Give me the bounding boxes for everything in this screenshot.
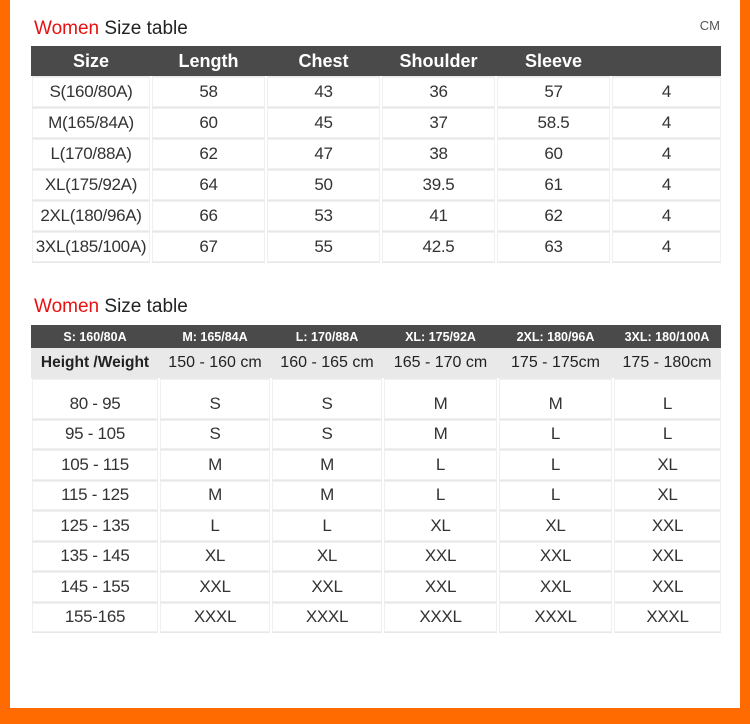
table-row: [31, 602, 721, 633]
table-cell: L(170/88A): [31, 139, 151, 170]
table-cell: 50: [266, 170, 381, 201]
height-range-header: 165 - 170 cm: [383, 348, 498, 379]
table-cell: M: [383, 419, 498, 450]
garment-measurement-table: [30, 46, 721, 263]
size-table-1-heading: [34, 18, 188, 40]
table-cell: M: [271, 450, 383, 481]
table-cell: XXL: [383, 572, 498, 603]
size-band-label: XL: 175/92A: [383, 325, 498, 348]
table-cell: XL: [271, 541, 383, 572]
table-cell: 58.5: [496, 108, 611, 139]
heading-accent: Women: [34, 296, 100, 317]
table-cell: 67: [151, 232, 266, 263]
table-cell: XXXL: [159, 602, 271, 633]
table-cell: 60: [496, 139, 611, 170]
size-table-2-heading: [34, 296, 188, 318]
table-row: [31, 511, 721, 542]
table-cell: 60: [151, 108, 266, 139]
table-cell: 39.5: [381, 170, 496, 201]
table-cell: 80 - 95: [31, 379, 159, 420]
height-range-header: Height /Weight: [31, 348, 159, 379]
table-cell: 63: [496, 232, 611, 263]
table-row: [31, 232, 721, 263]
column-header: Length: [151, 46, 266, 77]
table-cell: XXL: [498, 541, 613, 572]
table-cell: M: [498, 379, 613, 420]
table-cell: 155-165: [31, 602, 159, 633]
table-cell: L: [383, 480, 498, 511]
table-cell: XL: [383, 511, 498, 542]
table-cell: L: [498, 450, 613, 481]
table-cell: L: [159, 511, 271, 542]
size-band-label: S: 160/80A: [31, 325, 159, 348]
heading-rest: Size table: [99, 18, 188, 39]
table-cell: XL(175/92A): [31, 170, 151, 201]
table-cell: XXL: [613, 541, 721, 572]
size-band-label: M: 165/84A: [159, 325, 271, 348]
table-cell: 95 - 105: [31, 419, 159, 450]
table-cell: 4: [611, 170, 721, 201]
table-cell: 64: [151, 170, 266, 201]
table-cell: 58: [151, 77, 266, 108]
column-header: Size: [31, 46, 151, 77]
table-row: [31, 572, 721, 603]
table-cell: M: [271, 480, 383, 511]
heading-rest: Size table: [99, 296, 188, 317]
table-cell: 62: [496, 201, 611, 232]
table-row: [31, 201, 721, 232]
table-cell: XL: [613, 450, 721, 481]
table-cell: M(165/84A): [31, 108, 151, 139]
column-header: Sleeve: [496, 46, 611, 77]
table-cell: 4: [611, 139, 721, 170]
table-row: [31, 480, 721, 511]
table-row: [31, 379, 721, 420]
table-cell: 62: [151, 139, 266, 170]
page-frame: [10, 0, 740, 708]
table-cell: S: [271, 379, 383, 420]
table-cell: 4: [611, 201, 721, 232]
height-range-header: 175 - 180cm: [613, 348, 721, 379]
table-cell: L: [613, 419, 721, 450]
table-cell: 145 - 155: [31, 572, 159, 603]
table-cell: XXXL: [383, 602, 498, 633]
table-cell: 4: [611, 108, 721, 139]
table-cell: 105 - 115: [31, 450, 159, 481]
table-cell: 41: [381, 201, 496, 232]
table-cell: M: [159, 480, 271, 511]
height-range-header: 150 - 160 cm: [159, 348, 271, 379]
size-band-label: 2XL: 180/96A: [498, 325, 613, 348]
table-cell: XL: [613, 480, 721, 511]
table-cell: S: [159, 419, 271, 450]
table-cell: XXL: [613, 511, 721, 542]
table-cell: 36: [381, 77, 496, 108]
table-cell: 37: [381, 108, 496, 139]
table-cell: 55: [266, 232, 381, 263]
table-cell: 61: [496, 170, 611, 201]
table-cell: 38: [381, 139, 496, 170]
table-row: [31, 419, 721, 450]
column-header: [611, 46, 721, 77]
size-band-label: 3XL: 180/100A: [613, 325, 721, 348]
table-cell: M: [383, 379, 498, 420]
table-cell: 4: [611, 77, 721, 108]
table-cell: L: [498, 419, 613, 450]
table-cell: S(160/80A): [31, 77, 151, 108]
table-cell: XXXL: [271, 602, 383, 633]
table-cell: XL: [159, 541, 271, 572]
table-cell: XXXL: [613, 602, 721, 633]
table-cell: 125 - 135: [31, 511, 159, 542]
table-row: [31, 170, 721, 201]
table-cell: XXL: [383, 541, 498, 572]
height-range-header: 160 - 165 cm: [271, 348, 383, 379]
table-cell: 3XL(185/100A): [31, 232, 151, 263]
table-cell: 135 - 145: [31, 541, 159, 572]
table-cell: M: [159, 450, 271, 481]
table-cell: 4: [611, 232, 721, 263]
height-weight-size-table: [30, 325, 721, 633]
table-row: [31, 541, 721, 572]
height-range-header: 175 - 175cm: [498, 348, 613, 379]
column-header: Shoulder: [381, 46, 496, 77]
table-cell: 45: [266, 108, 381, 139]
table-cell: XXL: [613, 572, 721, 603]
table-cell: XXXL: [498, 602, 613, 633]
table-cell: 66: [151, 201, 266, 232]
table-cell: XXL: [159, 572, 271, 603]
table-cell: XL: [498, 511, 613, 542]
table-cell: 57: [496, 77, 611, 108]
table-cell: S: [159, 379, 271, 420]
table-cell: XXL: [498, 572, 613, 603]
table-row: [31, 108, 721, 139]
size-band-label: L: 170/88A: [271, 325, 383, 348]
table-cell: XXL: [271, 572, 383, 603]
table-cell: 53: [266, 201, 381, 232]
unit-label: CM: [699, 18, 720, 33]
table-cell: S: [271, 419, 383, 450]
table-cell: 43: [266, 77, 381, 108]
table-row: [31, 77, 721, 108]
heading-accent: Women: [34, 18, 100, 39]
table-row: [31, 139, 721, 170]
column-header: Chest: [266, 46, 381, 77]
table-cell: L: [613, 379, 721, 420]
table-cell: 47: [266, 139, 381, 170]
table-cell: 2XL(180/96A): [31, 201, 151, 232]
table-cell: 115 - 125: [31, 480, 159, 511]
table-cell: 42.5: [381, 232, 496, 263]
table-cell: L: [271, 511, 383, 542]
table-cell: L: [498, 480, 613, 511]
table-row: [31, 450, 721, 481]
table-cell: L: [383, 450, 498, 481]
